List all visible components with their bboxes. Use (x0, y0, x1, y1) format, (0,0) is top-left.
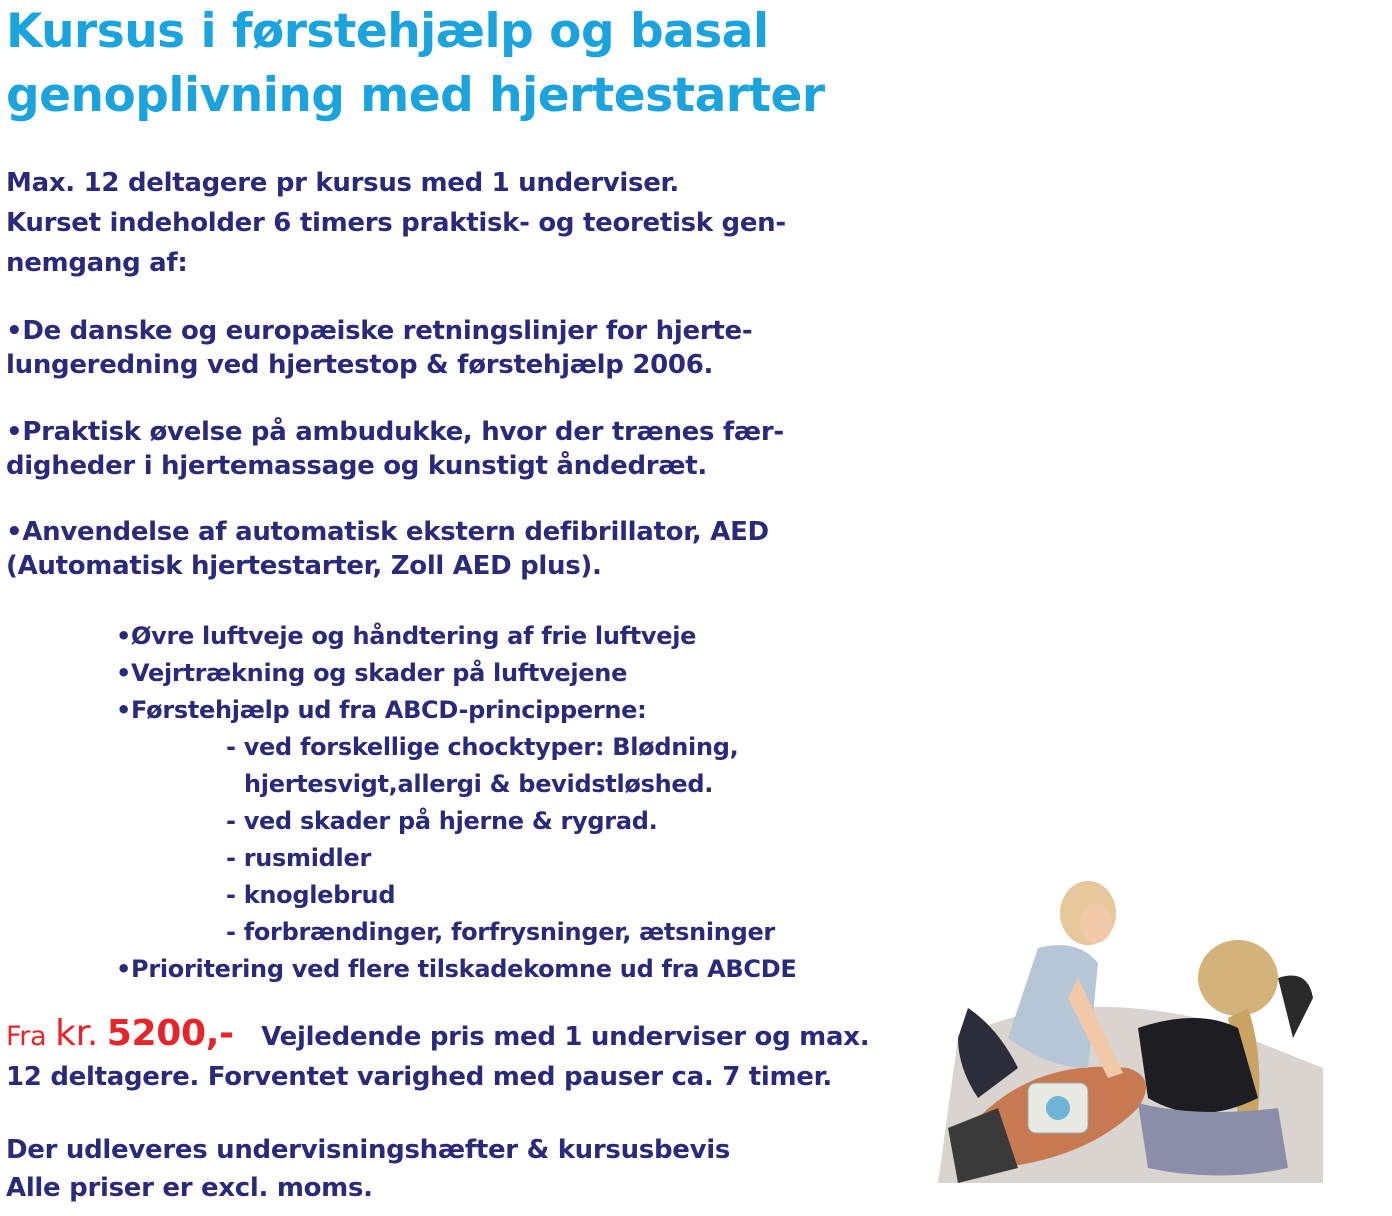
sublist-top (116, 618, 696, 729)
intro-paragraph (6, 163, 786, 283)
sublist-detail-1b (244, 766, 713, 803)
title-line-2: genoplivning med hjertestarter (6, 68, 825, 123)
detail-brain-spine: - ved skader på hjerne & rygrad. (226, 807, 658, 835)
footer-line-1: Der udleveres undervisningshæfter & kursusbevis (6, 1135, 731, 1165)
detail-fractures: - knoglebrud (226, 881, 396, 909)
bullet-aed-usage (6, 515, 769, 583)
bullet-line: (Automatisk hjertestarter, Zoll AED plus). (6, 551, 602, 581)
sublist-details-rest (226, 803, 775, 951)
sublist-bottom (116, 951, 796, 988)
aed-button (1046, 1096, 1070, 1120)
bullet-practical-exercise (6, 415, 784, 483)
detail-shock-types: - ved forskellige chocktyper: Blødning, (226, 733, 739, 761)
price-line-1 (6, 1014, 869, 1057)
intro-line-3: nemgang af: (6, 248, 188, 278)
sublist-item-prioritization: •Prioritering ved flere tilskadekomne ud fra ABCDE (116, 955, 797, 983)
page-title (6, 0, 825, 128)
intro-line-1: Max. 12 deltagere pr kursus med 1 underviser. (6, 168, 679, 198)
intro-line-2: Kurset indeholder 6 timers praktisk- og teoretisk gen- (6, 208, 786, 238)
detail-drugs: - rusmidler (226, 844, 371, 872)
bullet-line: lungeredning ved hjertestop & førstehjælp 2006. (6, 350, 714, 380)
bullet-line: digheder i hjertemassage og kunstigt åndedræt. (6, 451, 707, 481)
girl-2-arm (1278, 976, 1313, 1039)
footer-line-2: Alle priser er excl. moms. (6, 1173, 373, 1203)
price-block (6, 1014, 869, 1097)
cpr-training-photo (938, 868, 1323, 1183)
price-description: Vejledende pris med 1 underviser og max. (261, 1022, 870, 1052)
price-line-2: 12 deltagere. Forventet varighed med pauser ca. 7 timer. (6, 1062, 832, 1092)
footer-notes (6, 1131, 730, 1207)
price-amount: 5200,- (106, 1013, 234, 1054)
title-line-1: Kursus i førstehjælp og basal (6, 4, 769, 59)
sublist-item-airways: •Øvre luftveje og håndtering af frie luftveje (116, 622, 697, 650)
sublist-item-breathing: •Vejrtrækning og skader på luftvejene (116, 659, 628, 687)
girl-2-hair (1198, 940, 1278, 1016)
detail-burns: - forbrændinger, forfrysninger, ætsninger (226, 918, 775, 946)
bullet-line: •Anvendelse af automatisk ekstern defibrillator, AED (6, 517, 769, 547)
price-currency: kr. (55, 1013, 98, 1054)
price-from-label: Fra (6, 1021, 47, 1052)
girl-1-face (1080, 903, 1112, 943)
bullet-line: •Praktisk øvelse på ambudukke, hvor der trænes fær- (6, 417, 784, 447)
bullet-guidelines (6, 314, 752, 382)
sublist-detail-1a (226, 729, 738, 766)
sublist-item-abcd: •Førstehjælp ud fra ABCD-principperne: (116, 696, 647, 724)
bullet-line: •De danske og europæiske retningslinjer for hjerte- (6, 316, 753, 346)
detail-shock-types-cont: hjertesvigt,allergi & bevidstløshed. (244, 770, 714, 798)
girl-2-pants (1138, 1103, 1288, 1176)
